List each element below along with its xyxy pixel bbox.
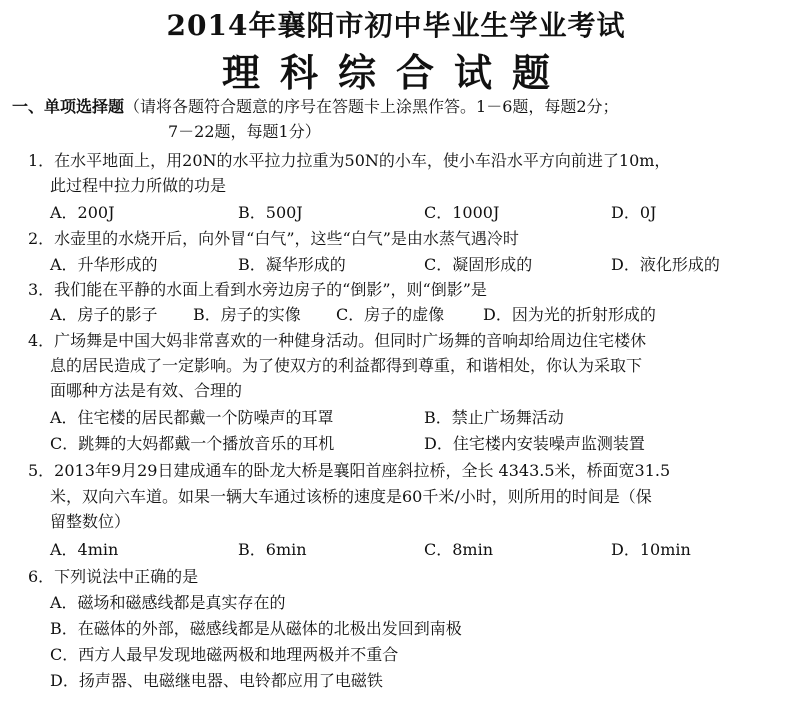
- question-5-stem-cont-2: 留整数位）: [50, 512, 131, 531]
- section-label: 一、单项选择题: [12, 97, 125, 116]
- question-6-option-d: D．扬声器、电磁继电器、电铃都应用了电磁铁: [50, 671, 383, 690]
- question-3-option-b: B．房子的实像: [193, 305, 301, 324]
- question-1-option-c: C．1000J: [424, 203, 500, 222]
- question-2-option-a: A．升华形成的: [50, 255, 158, 274]
- question-3-option-a: A．房子的影子: [50, 305, 158, 324]
- question-5-option-d: D．10min: [611, 540, 691, 559]
- question-4-option-d: D．住宅楼内安装噪声监测装置: [424, 434, 645, 453]
- question-4-option-b: B．禁止广场舞活动: [424, 408, 564, 427]
- question-3-stem: 3．我们能在平静的水面上看到水旁边房子的“倒影”，则“倒影”是: [28, 280, 487, 299]
- question-6-stem: 6．下列说法中正确的是: [28, 567, 199, 586]
- question-5-stem: 5．2013年9月29日建成通车的卧龙大桥是襄阳首座斜拉桥，全长 4343.5米，桥面宽31.5: [28, 461, 671, 480]
- question-3-option-d: D．因为光的折射形成的: [483, 305, 656, 324]
- question-6-option-a: A．磁场和磁感线都是真实存在的: [50, 593, 286, 612]
- section-instruction: （请将各题符合题意的序号在答题卡上涂黑作答。1－6题，每题2分；: [124, 97, 619, 116]
- section-heading: [12, 96, 619, 118]
- question-3-option-c: C．房子的虚像: [336, 305, 445, 324]
- question-2-stem: 2．水壶里的水烧开后，向外冒“白气”，这些“白气”是由水蒸气遇冷时: [28, 229, 519, 248]
- question-1-option-d: D．0J: [611, 203, 657, 222]
- question-5-stem-cont-1: 米，双向六车道。如果一辆大车通过该桥的速度是60千米/小时，则所用的时间是（保: [50, 487, 652, 506]
- question-4-option-a: A．住宅楼的居民都戴一个防噪声的耳罩: [50, 408, 334, 427]
- question-1-option-a: A．200J: [50, 203, 115, 222]
- question-4-stem-cont-2: 面哪种方法是有效、合理的: [50, 381, 243, 400]
- question-2-option-b: B．凝华形成的: [238, 255, 346, 274]
- question-4-stem-cont-1: 息的居民造成了一定影响。为了使双方的利益都得到尊重，和谐相处，你认为采取下: [50, 356, 643, 375]
- question-1-stem-cont: 此过程中拉力所做的功是: [50, 176, 227, 195]
- question-4-option-c: C．跳舞的大妈都戴一个播放音乐的耳机: [50, 434, 335, 453]
- question-4-stem: 4．广场舞是中国大妈非常喜欢的一种健身活动。但同时广场舞的音响却给周边住宅楼休: [28, 331, 647, 350]
- exam-title: 2014年襄阳市初中毕业生学业考试: [166, 9, 626, 42]
- question-5-option-b: B．6min: [238, 540, 307, 559]
- question-2-option-c: C．凝固形成的: [424, 255, 533, 274]
- section-instruction-cont: 7－22题，每题1分）: [168, 122, 321, 141]
- question-1-stem: 1．在水平地面上，用20N的水平拉力拉重为50N的小车，使小车沿水平方向前进了10m，: [28, 151, 671, 170]
- question-6-option-b: B．在磁体的外部，磁感线都是从磁体的北极出发回到南极: [50, 619, 462, 638]
- question-1-option-b: B．500J: [238, 203, 303, 222]
- question-6-option-c: C．西方人最早发现地磁两极和地理两极并不重合: [50, 645, 399, 664]
- question-5-option-c: C．8min: [424, 540, 494, 559]
- question-2-option-d: D．液化形成的: [611, 255, 720, 274]
- exam-subtitle: 理科综合试题: [221, 50, 570, 95]
- question-5-option-a: A．4min: [50, 540, 119, 559]
